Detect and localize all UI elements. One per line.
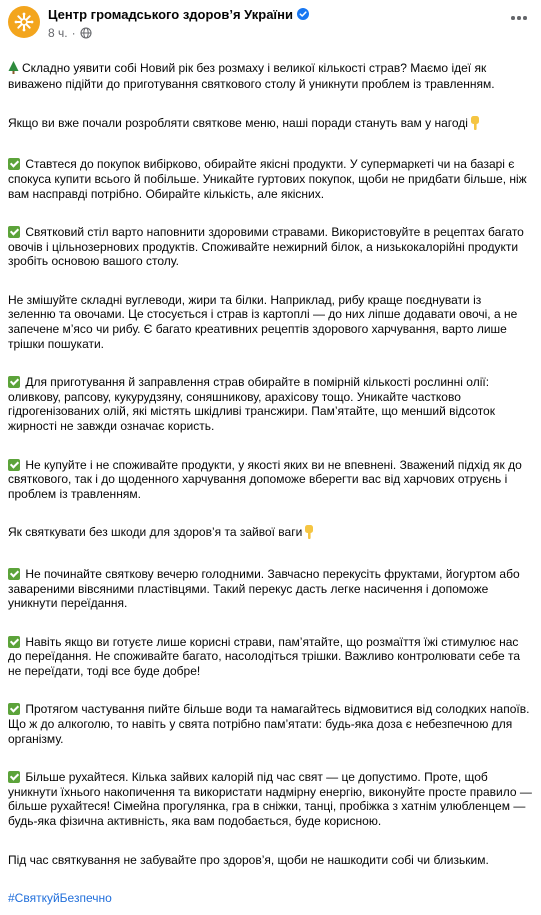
post-paragraph bbox=[8, 443, 532, 501]
post-paragraph bbox=[8, 211, 532, 269]
pointing-down-hand-icon bbox=[469, 116, 481, 134]
hashtag-link[interactable]: #СвяткуйБезпечно bbox=[8, 891, 112, 906]
check-mark-button-icon bbox=[8, 158, 20, 170]
post-paragraph bbox=[8, 101, 532, 133]
post-paragraph bbox=[8, 278, 532, 351]
post-paragraph bbox=[8, 838, 532, 867]
intro-text: Складно уявити собі Новий рік без розмаху і великої кількості страв? Маємо ідеї як виважено підійти до приготування святкового столу й уникнути проблем із травленням. bbox=[8, 60, 495, 92]
post-paragraph bbox=[8, 143, 532, 201]
ukraine-public-health-logo bbox=[13, 11, 35, 33]
more-options-icon[interactable] bbox=[507, 8, 531, 28]
check-mark-button-icon bbox=[8, 771, 20, 783]
post-paragraph bbox=[8, 361, 532, 434]
page-name-link[interactable]: Центр громадського здоров’я України bbox=[48, 6, 293, 22]
tip-text: Більше рухайтеся. Кілька зайвих калорій під час свят — це допустимо. Проте, щоб уникнути їхнього накопичення та використати надмірну енергію, виконуйте просте правило — більше рухайтеся! Сімейна прогулянка, гра в сніжки, танці, пробіжка з хатнім улюбленцем — будь-яка фізична активність, яка вам подобається, буде корисною. bbox=[8, 770, 532, 829]
tip-text: Ставтеся до покупок вибірково, обирайте якісні продукти. У супермаркеті чи на базарі є спокуса купити всього й побільше. Уникайте гуртових покупок, щоби не придбати більше, ніж вам насправді потрібно. Обирайте кількість, але якісних. bbox=[8, 157, 527, 201]
post-paragraph bbox=[8, 620, 532, 678]
tip-text: Навіть якщо ви готуєте лише корисні страви, пам’ятайте, що розмаїття їжі стимулює нас до переїдання. Не споживайте багато, насолодіться трішки. Важливо контролювати себе та не переїдати, тоді все буде добре! bbox=[8, 634, 521, 678]
meta-separator: · bbox=[71, 26, 76, 40]
post-body bbox=[8, 46, 532, 915]
post-time-link[interactable]: 8 ч. bbox=[48, 26, 68, 40]
tip-text: Не купуйте і не споживайте продукти, у якості яких ви не впевнені. Зважений підхід як до святкового, так і до щоденного харчування допоможе вберегти вас від харчових отруєнь і проблем із травленням. bbox=[8, 457, 522, 501]
post-paragraph bbox=[8, 552, 532, 610]
tip-text: Для приготування й заправлення страв обирайте в помірній кількості рослинні олії: оливкову, рапсову, кукурудзяну, соняшникову, арахісову тощо. Уникайте частково гідрогенізованих олій, які містять шкідливі трансжири. Пам’ятайте, що менший відсоток жирності не завжди означає користь. bbox=[8, 375, 495, 434]
check-mark-button-icon bbox=[8, 703, 20, 715]
tip-text: Не змішуйте складні вуглеводи, жири та білки. Наприклад, рибу краще поєднувати із зеленню та овочами. Це стосується і страв із картоплі — до них ліпше додавати овочі, а не запечене м’ясо чи рибу. Є багато креативних рецептів здорового харчування, варто лише трішки пошукати. bbox=[8, 292, 518, 351]
tip-text: Святковий стіл варто наповнити здоровими стравами. Використовуйте в рецептах багато овочів і цільнозернових продуктів. Споживайте нежирний білок, а низькокалорійні продукти зробіть основою вашого столу. bbox=[8, 225, 524, 269]
check-mark-button-icon bbox=[8, 459, 20, 471]
check-mark-button-icon bbox=[8, 226, 20, 238]
page-avatar[interactable] bbox=[8, 6, 40, 38]
post-header bbox=[8, 6, 309, 40]
section-heading: Як святкувати без шкоди для здоров’я та зайвої ваги bbox=[8, 525, 303, 540]
check-mark-button-icon bbox=[8, 568, 20, 580]
post-paragraph bbox=[8, 688, 532, 746]
verified-badge-icon bbox=[297, 8, 309, 20]
post-paragraph bbox=[8, 511, 532, 543]
tip-text: Не починайте святкову вечерю голодними. Завчасно перекусіть фруктами, йогуртом або завареними вівсяними пластівцями. Такий перекус дасть легке насичення і допоможе уникнути переїдання. bbox=[8, 566, 520, 611]
post-paragraph bbox=[8, 46, 532, 92]
globe-icon bbox=[80, 27, 92, 39]
check-mark-button-icon bbox=[8, 376, 20, 388]
pointing-down-hand-icon bbox=[303, 525, 315, 543]
menu-intro-text: Якщо ви вже почали розробляти святкове меню, наші поради стануть вам у нагоді bbox=[8, 115, 468, 130]
outro-text: Під час святкування не забувайте про здоров’я, щоби не нашкодити собі чи близьким. bbox=[8, 852, 489, 867]
check-mark-button-icon bbox=[8, 636, 20, 648]
christmas-tree-icon bbox=[8, 61, 19, 78]
tip-text: Протягом частування пийте більше води та намагайтесь відмовитися від солодких напоїв. Що ж до алкоголю, то навіть у свята потрібно пам’ятати: будь-яка доза є небезпечною для організму. bbox=[8, 702, 530, 746]
post-paragraph bbox=[8, 756, 532, 829]
post-paragraph bbox=[8, 877, 532, 906]
